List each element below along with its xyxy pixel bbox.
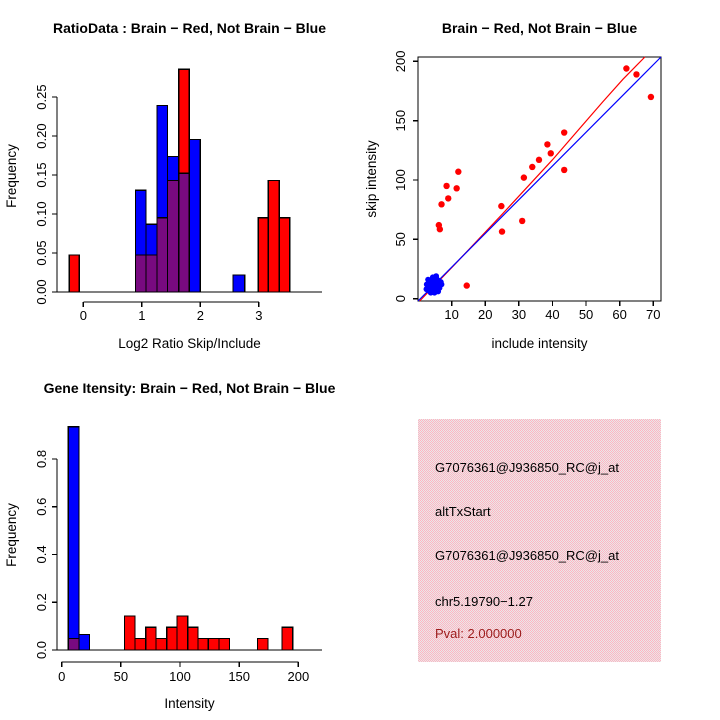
intensity-scatter-plot bbox=[360, 0, 720, 360]
svg-text:0.00: 0.00 bbox=[34, 279, 49, 305]
panel-intensity-scatter bbox=[360, 0, 720, 360]
svg-text:Frequency: Frequency bbox=[4, 144, 19, 208]
svg-text:Intensity: Intensity bbox=[164, 696, 215, 711]
svg-text:0: 0 bbox=[393, 295, 408, 303]
svg-text:10: 10 bbox=[444, 307, 459, 322]
svg-text:1: 1 bbox=[138, 308, 146, 323]
svg-text:0.6: 0.6 bbox=[34, 497, 49, 516]
info-box bbox=[418, 419, 661, 662]
svg-text:0.15: 0.15 bbox=[34, 162, 49, 188]
svg-text:60: 60 bbox=[612, 307, 627, 322]
svg-text:0.8: 0.8 bbox=[34, 449, 49, 468]
svg-text:0.25: 0.25 bbox=[34, 84, 49, 110]
svg-text:Log2 Ratio Skip/Include: Log2 Ratio Skip/Include bbox=[118, 336, 261, 351]
svg-text:200: 200 bbox=[393, 50, 408, 73]
panel-gene-histogram bbox=[0, 360, 360, 720]
svg-text:skip intensity: skip intensity bbox=[364, 140, 379, 218]
svg-text:include intensity: include intensity bbox=[491, 336, 588, 351]
svg-text:Frequency: Frequency bbox=[4, 503, 19, 567]
splice-type: altTxStart bbox=[435, 504, 491, 519]
svg-text:0.05: 0.05 bbox=[34, 240, 50, 266]
svg-text:20: 20 bbox=[477, 307, 493, 322]
svg-text:0.0: 0.0 bbox=[34, 640, 49, 660]
svg-text:150: 150 bbox=[228, 669, 251, 684]
panel-ratio-histogram bbox=[0, 0, 360, 360]
svg-text:30: 30 bbox=[511, 307, 527, 322]
pval-label: Pval: 2.000000 bbox=[435, 626, 522, 641]
svg-text:0: 0 bbox=[79, 308, 87, 323]
svg-text:0.2: 0.2 bbox=[34, 593, 49, 612]
svg-text:0.4: 0.4 bbox=[34, 545, 49, 564]
svg-text:40: 40 bbox=[545, 307, 560, 322]
svg-text:150: 150 bbox=[393, 109, 408, 132]
svg-text:Brain − Red, Not Brain − Blue: Brain − Red, Not Brain − Blue bbox=[441, 20, 638, 36]
panel-info bbox=[360, 360, 720, 720]
locus-label: chr5.19790−1.27 bbox=[435, 594, 533, 609]
svg-text:200: 200 bbox=[287, 669, 310, 684]
svg-text:50: 50 bbox=[393, 232, 408, 247]
svg-text:50: 50 bbox=[578, 307, 594, 322]
ratio-histogram-plot bbox=[0, 0, 360, 360]
svg-text:3: 3 bbox=[255, 308, 263, 323]
svg-text:100: 100 bbox=[393, 169, 408, 191]
svg-text:Gene Itensity: Brain − Red, No: Gene Itensity: Brain − Red, Not Brain − Blue bbox=[43, 380, 336, 396]
svg-text:RatioData : Brain − Red, Not B: RatioData : Brain − Red, Not Brain − Blue bbox=[52, 20, 327, 36]
svg-text:0.20: 0.20 bbox=[34, 123, 49, 149]
svg-text:50: 50 bbox=[113, 669, 129, 684]
svg-text:100: 100 bbox=[169, 669, 191, 684]
svg-text:0.10: 0.10 bbox=[34, 201, 49, 227]
gene-intensity-histogram-plot bbox=[0, 360, 360, 720]
svg-text:2: 2 bbox=[196, 308, 204, 323]
probe-id-top: G7076361@J936850_RC@j_at bbox=[435, 460, 619, 475]
probe-id-bottom: G7076361@J936850_RC@j_at bbox=[435, 548, 619, 563]
svg-text:70: 70 bbox=[646, 307, 661, 322]
svg-text:0: 0 bbox=[58, 669, 66, 684]
